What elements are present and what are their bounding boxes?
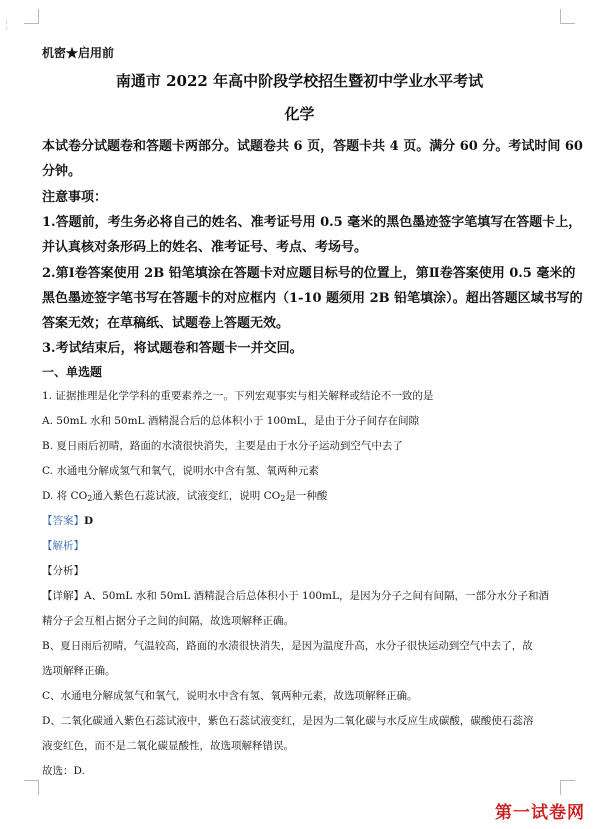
option-c: C. 水通电分解成氢气和氧气，说明水中含有氢、氧两种元素 (42, 465, 319, 477)
option-d-part-1: D. 将 CO (42, 490, 88, 502)
note-1-line-1: 1.答题前，考生务必将自己的姓名、准考证号用 0.5 毫米的黑色墨迹签字笔填写在答题卡上， (42, 215, 582, 230)
fenxi-label: 【分析】 (42, 565, 84, 577)
crop-mark-top-right (560, 9, 575, 24)
intro-line-1: 本试卷分试题卷和答题卡两部分。试题卷共 6 页，答题卡共 4 页。满分 60 分。考试时间 60 (42, 139, 583, 154)
option-a: A. 50mL 水和 50mL 酒精混合后的总体积小于 100mL，是由于分子间存在间隙 (42, 415, 420, 427)
note-1-line-2: 并认真核对条形码上的姓名、准考证号、考点、考场号。 (42, 240, 368, 255)
detail-d-line-2: 液变红色，而不是二氧化碳显酸性，故选项解释错误。 (42, 740, 294, 752)
detail-b-line-1: B、夏日雨后初晴，气温较高，路面的水渍很快消失，是因为温度升高，水分子很快运动到空气中去了，故 (42, 640, 533, 652)
crop-mark-bottom-right (560, 780, 575, 795)
detail-label: 【详解】 (42, 590, 84, 602)
site-logo: 第一试卷网 (495, 803, 585, 823)
option-d-part-3: 是一种酸 (285, 490, 328, 502)
secret-label: 机密★启用前 (42, 46, 115, 60)
subject-title: 化学 (284, 105, 315, 123)
question-stem: 1. 证据推理是化学学科的重要素养之一。下列宏观事实与相关解释或结论不一致的是 (42, 390, 434, 402)
note-2-line-2: 黑色墨迹签字笔书写在答题卡的对应框内（1-10 题须用 2B 铅笔填涂）。超出答题区域书写的 (42, 291, 583, 306)
detail-c-line-1: C、水通电分解成氢气和氧气，说明水中含有氢、氧两种元素，故选项解释正确。 (42, 690, 418, 702)
note-2-line-3: 答案无效；在草稿纸、试题卷上答题无效。 (42, 316, 290, 331)
intro-line-2: 分钟。 (42, 164, 82, 179)
note-2-line-1: 2.第Ⅰ卷答案使用 2B 铅笔填涂在答题卡对应题目标号的位置上，第Ⅱ卷答案使用 0.5 毫米的 (42, 266, 576, 281)
notes-heading: 注意事项： (42, 190, 108, 205)
option-b: B. 夏日雨后初晴，路面的水渍很快消失，主要是由于水分子运动到空气中去了 (42, 440, 403, 452)
option-d-subscript-1: 2 (87, 494, 93, 503)
option-d (42, 488, 327, 503)
option-d-part-2: 通入紫色石蕊试液，试液变红，说明 CO (92, 490, 281, 502)
answer-value: D (84, 515, 94, 527)
crop-mark-top-left (24, 9, 39, 24)
note-3: 3.考试结束后，将试题卷和答题卡一并交回。 (42, 341, 303, 356)
option-d-subscript-2: 2 (280, 494, 286, 503)
detail-d-line-1: D、二氧化碳通入紫色石蕊试液中，紫色石蕊试液变红，是因为二氧化碳与水反应生成碳酸，碳酸使石蕊溶 (42, 715, 534, 727)
detail-b-line-2: 选项解释正确。 (42, 665, 116, 677)
drag-dots-icon: ⁞ ⁞ (6, 19, 9, 32)
crop-mark-bottom-left (24, 780, 39, 795)
detail-a-line-2: 精分子会互相占据分子之间的间隔，故选项解释正确。 (42, 615, 294, 627)
answer-label: 【答案】 (42, 515, 84, 527)
answer-row (42, 513, 93, 528)
exam-title: 南通市 2022 年高中阶段学校招生暨初中学业水平考试 (115, 72, 484, 90)
section-heading: 一、单选题 (42, 365, 103, 379)
analysis-label: 【解析】 (42, 540, 84, 552)
conclusion: 故选：D. (42, 765, 85, 777)
detail-a-line-1 (42, 588, 549, 603)
detail-a-text: A、50mL 水和 50mL 酒精混合后总体积小于 100mL，是因为分子之间有间隔，一部分水分子和酒 (84, 590, 549, 602)
